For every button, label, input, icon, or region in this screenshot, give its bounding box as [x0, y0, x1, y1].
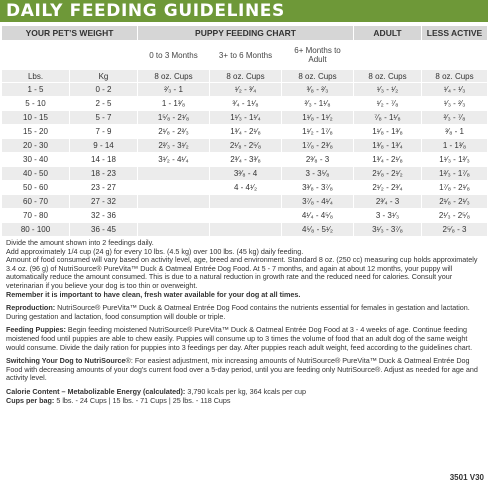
table-cell: 1⁷⁄₈ - 2¹⁄₈ [422, 181, 488, 195]
age-header-blank [2, 41, 70, 70]
unit-cups: 8 oz. Cups [282, 70, 354, 83]
table-cell: ³⁄₈ - ²⁄₃ [282, 83, 354, 97]
table-row [2, 125, 488, 139]
table-row [2, 97, 488, 111]
table-cell: 23 - 27 [70, 181, 138, 195]
table-cell [210, 195, 282, 209]
age-header-0-3: 0 to 3 Months [138, 41, 210, 70]
unit-cups: 8 oz. Cups [138, 70, 210, 83]
header-weight: YOUR PET’S WEIGHT [2, 26, 138, 41]
age-header-blank [354, 41, 422, 70]
unit-cups: 8 oz. Cups [354, 70, 422, 83]
table-cell: 1 - 5 [2, 83, 70, 97]
table-cell: 1¹⁄₈ - 1³⁄₈ [354, 125, 422, 139]
table-cell: 1⁷⁄₈ - 2³⁄₈ [282, 139, 354, 153]
table-row [2, 167, 488, 181]
product-code: 3501 V30 [449, 473, 484, 482]
unit-cups: 8 oz. Cups [210, 70, 282, 83]
table-cell: 1 - 1³⁄₈ [138, 97, 210, 111]
table-cell: ¹⁄₂ - ⁷⁄₈ [354, 97, 422, 111]
table-cell: 70 - 80 [2, 209, 70, 223]
switch-paragraph [6, 357, 482, 383]
table-cell: 60 - 70 [2, 195, 70, 209]
table-cell: 2³⁄₄ - 3 [354, 195, 422, 209]
table-cell: 1²⁄₃ - 1⁷⁄₈ [422, 167, 488, 181]
calorie-label: Calorie Content – Metabolizable Energy (calculated): [6, 386, 186, 396]
table-cell [138, 195, 210, 209]
table-cell: 1¹⁄₂ - 1⁷⁄₈ [282, 125, 354, 139]
table-cell: 4 - 4¹⁄₂ [210, 181, 282, 195]
table-cell [138, 209, 210, 223]
table-cell: 3³⁄₈ - 3⁷⁄₈ [282, 181, 354, 195]
table-cell: ⁷⁄₈ - 1¹⁄₈ [354, 111, 422, 125]
notes-block [0, 237, 488, 405]
reproduction-text: NutriSource® PureVita™ Duck & Oatmeal Entrée Dog Food contains the nutrients essential for females in gestation and lactation. During gestation and lactation, food consumption will double or triple. [6, 303, 470, 321]
note-divide: Divide the amount shown into 2 feedings daily. [6, 238, 154, 247]
title-bar [0, 0, 488, 22]
table-cell: 40 - 50 [2, 167, 70, 181]
table-cell: 2 - 5 [70, 97, 138, 111]
table-cell: 2²⁄₃ - 3¹⁄₂ [138, 139, 210, 153]
table-cell: ¹⁄₃ - ¹⁄₂ [354, 83, 422, 97]
table-cell: 30 - 40 [2, 153, 70, 167]
age-header-row [2, 41, 488, 70]
table-cell: 2¹⁄₈ - 2¹⁄₂ [354, 167, 422, 181]
calorie-text: 3,790 kcals per kg, 364 kcals per cup [185, 386, 306, 396]
table-cell: 2¹⁄₈ - 2²⁄₃ [138, 125, 210, 139]
table-cell: 3³⁄₈ - 4 [210, 167, 282, 181]
header-puppy: PUPPY FEEDING CHART [138, 26, 354, 41]
table-row [2, 181, 488, 195]
table-cell: 2¹⁄₈ - 2⁵⁄₈ [210, 139, 282, 153]
table-cell [210, 223, 282, 237]
table-cell [138, 181, 210, 195]
note-add: Add approximately 1/4 cup (24 g) for every 10 lbs. (4.5 kg) over 100 lbs. (45 kg) daily feeding. [6, 246, 304, 256]
table-row [2, 223, 488, 237]
table-cell: 4⁵⁄₈ - 5¹⁄₂ [282, 223, 354, 237]
table-cell: 2¹⁄₈ - 2¹⁄₃ [422, 195, 488, 209]
unit-header-row [2, 70, 488, 83]
table-cell: 2¹⁄₃ - 2⁵⁄₈ [422, 209, 488, 223]
table-cell: ¹⁄₄ - ¹⁄₃ [422, 83, 488, 97]
table-cell: 1¹⁄₃ - 1¹⁄₄ [210, 111, 282, 125]
table-cell: 1³⁄₄ - 2¹⁄₈ [210, 125, 282, 139]
table-cell: 50 - 60 [2, 181, 70, 195]
table-cell: 20 - 30 [2, 139, 70, 153]
feeding-text: Begin feeding moistened NutriSource® PureVita™ Duck & Oatmeal Entrée Dog Food at 3 - 4 weeks of age. Continue feeding moistened food until puppies are able to chew easily. Puppies will consume up to 3 times the volume of food that an adult dog of the same weight would consume. Divide the daily ration for puppies into 3 feedings per day. After puppies reach adult weight, feed according to the guidelines chart. [6, 325, 473, 352]
table-row [2, 209, 488, 223]
table-cell: 36 - 45 [70, 223, 138, 237]
feeding-label: Feeding Puppies: [6, 325, 66, 335]
table-row [2, 153, 488, 167]
note-water: Remember it is important to have clean, fresh water available for your dog at all times. [6, 289, 301, 299]
table-cell: 3 - 3¹⁄₃ [354, 209, 422, 223]
table-cell: 32 - 36 [70, 209, 138, 223]
table-cell: 10 - 15 [2, 111, 70, 125]
reproduction-paragraph [6, 304, 482, 321]
feeding-rows [2, 83, 488, 237]
table-cell: 5 - 10 [2, 97, 70, 111]
table-row [2, 111, 488, 125]
page-title: DAILY FEEDING GUIDELINES [6, 1, 285, 21]
table-cell: 4¹⁄₄ - 4⁵⁄₈ [282, 209, 354, 223]
age-header-3-6: 3+ to 6 Months [210, 41, 282, 70]
header-less-active: LESS ACTIVE [422, 26, 488, 41]
table-cell: 9 - 14 [70, 139, 138, 153]
table-cell [138, 223, 210, 237]
reproduction-label: Reproduction: [6, 303, 56, 313]
table-row [2, 139, 488, 153]
table-cell: 27 - 32 [70, 195, 138, 209]
switch-label: Switching Your Dog to NutriSource [6, 356, 126, 366]
age-header-blank [422, 41, 488, 70]
table-cell: 3⁷⁄₈ - 4¹⁄₄ [282, 195, 354, 209]
table-cell: ³⁄₈ - 1 [422, 125, 488, 139]
unit-kg: Kg [70, 70, 138, 83]
unit-cups: 8 oz. Cups [422, 70, 488, 83]
table-cell: 3¹⁄₃ - 3⁷⁄₈ [354, 223, 422, 237]
table-cell: 2⁵⁄₈ - 3 [422, 223, 488, 237]
cups-paragraph [6, 397, 482, 406]
group-header-row [2, 26, 488, 41]
header-adult: ADULT [354, 26, 422, 41]
table-cell: ¹⁄₂ - ³⁄₄ [210, 83, 282, 97]
note-amount: Amount of food consumed will vary based on activity level, age, breed and environment. Standard 8 oz. (250 cc) measuring cup holds approximately 3.4 oz. (96 g) of NutriSource® PureVita™ Duck & Oatmeal Entrée Dog Food. At 5 - 7 months, and again at about 12 months, your puppy will automatically reduce the amount consumed. This is due to a natural reduction in growth rate and the reduced need for calories. Consult your veterinarian if you believe your dog is too thin or overweight. [6, 255, 478, 290]
feeding-table [1, 25, 488, 237]
table-cell: ²⁄₃ - 1 [138, 83, 210, 97]
table-cell: ³⁄₄ - 1¹⁄₈ [210, 97, 282, 111]
table-cell: 1³⁄₄ - 2¹⁄₈ [354, 153, 422, 167]
table-cell: 0 - 2 [70, 83, 138, 97]
table-cell: 1 - 1³⁄₈ [422, 139, 488, 153]
table-cell: ²⁄₃ - ⁷⁄₈ [422, 111, 488, 125]
cups-label: Cups per bag: [6, 395, 55, 405]
table-cell: 1¹⁄₈ - 1¹⁄₂ [282, 111, 354, 125]
table-cell: 3 - 3⁵⁄₈ [282, 167, 354, 181]
table-cell: 2³⁄₄ - 3³⁄₈ [210, 153, 282, 167]
table-cell: 14 - 18 [70, 153, 138, 167]
switch-text: ®: For easiest adjustment, mix increasing amounts of NutriSource® PureVita™ Duck & Oatmeal Entrée Dog Food with decreasing amounts of your dog’s current food over a 5-day period, until you are feeding only NutriSource®. Adjust as needed for age and activity level. [6, 356, 478, 383]
table-cell: 18 - 23 [70, 167, 138, 181]
table-cell: ²⁄₃ - 1¹⁄₈ [282, 97, 354, 111]
table-cell: 1¹⁄₃ - 1²⁄₃ [422, 153, 488, 167]
table-cell: 3¹⁄₂ - 4¹⁄₄ [138, 153, 210, 167]
table-cell [138, 167, 210, 181]
age-header-blank [70, 41, 138, 70]
table-cell: 15 - 20 [2, 125, 70, 139]
table-cell: 2³⁄₈ - 3 [282, 153, 354, 167]
table-row [2, 83, 488, 97]
table-cell: 1³⁄₈ - 1³⁄₄ [354, 139, 422, 153]
table-row [2, 195, 488, 209]
unit-lbs: Lbs. [2, 70, 70, 83]
age-header-6-adult: 6+ Months to Adult [282, 41, 354, 70]
table-cell: 2¹⁄₂ - 2³⁄₄ [354, 181, 422, 195]
table-cell: 1⁵⁄₈ - 2¹⁄₈ [138, 111, 210, 125]
table-cell: ¹⁄₃ - ²⁄₃ [422, 97, 488, 111]
table-cell: 7 - 9 [70, 125, 138, 139]
table-cell [210, 209, 282, 223]
table-cell: 80 - 100 [2, 223, 70, 237]
table-cell: 5 - 7 [70, 111, 138, 125]
cups-text: 5 lbs. - 24 Cups | 15 lbs. - 71 Cups | 25 lbs. - 118 Cups [54, 395, 231, 405]
feeding-paragraph [6, 326, 482, 352]
